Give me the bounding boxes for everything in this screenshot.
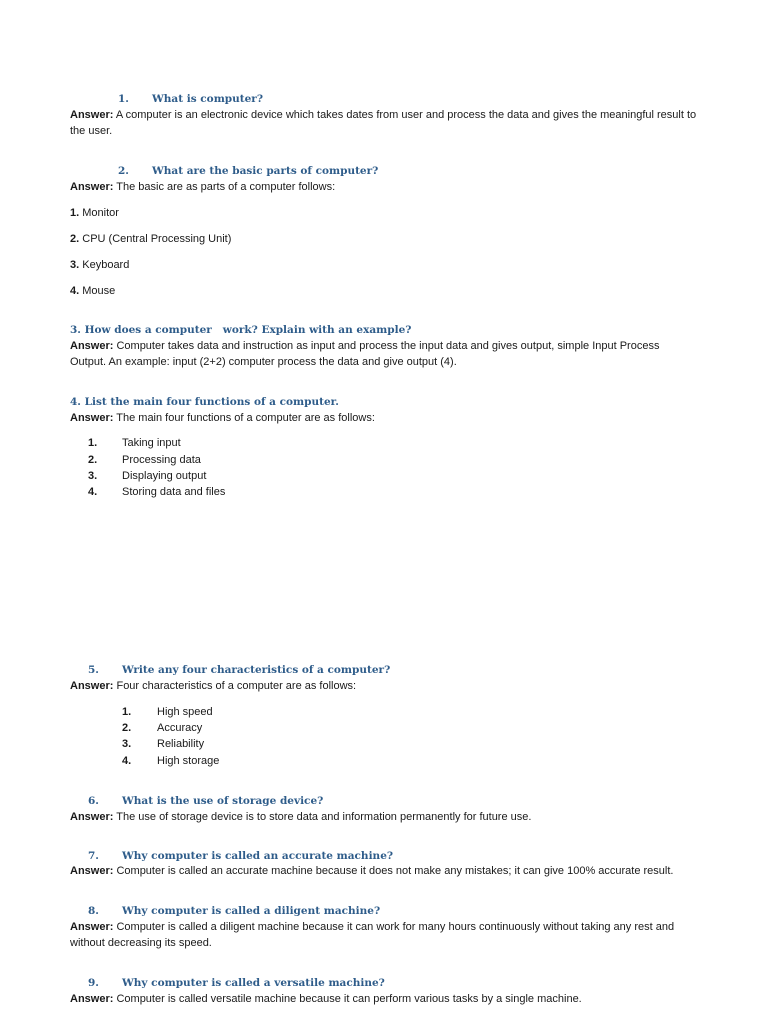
answer-5 <box>70 678 356 694</box>
list-item: 4. Storing data and files <box>88 486 226 498</box>
list-item: 1. Taking input <box>88 437 181 449</box>
question-number: 1. <box>118 93 129 105</box>
answer-label: Answer: <box>70 865 114 877</box>
question-4: 4. List the main four functions of a computer. <box>70 396 339 408</box>
list-item: 3. Reliability <box>122 738 205 750</box>
list-item: 3. Displaying output <box>88 470 207 482</box>
answer-label: Answer: <box>70 181 114 193</box>
question-number: 7. <box>88 850 99 862</box>
list-item: 3. Keyboard <box>70 259 130 271</box>
answer-label: Answer: <box>70 811 114 823</box>
answer-text: The main four functions of a computer are as follows: <box>116 412 375 424</box>
answer-label: Answer: <box>70 921 114 933</box>
answer-3 <box>70 338 698 370</box>
question-text: Why computer is called a versatile machine? <box>122 977 385 989</box>
question-number: 5. <box>88 664 99 676</box>
question-text: What are the basic parts of computer? <box>152 165 379 177</box>
question-9 <box>88 977 385 989</box>
answer-label: Answer: <box>70 412 114 424</box>
list-item: 4. Mouse <box>70 285 116 297</box>
answer-text: The basic are as parts of a computer follows: <box>116 181 336 193</box>
answer-label: Answer: <box>70 109 114 121</box>
answer-8 <box>70 919 698 951</box>
answer-text: Computer is called an accurate machine because it does not make any mistakes; it can give 100% accurate result. <box>116 865 674 877</box>
answer-label: Answer: <box>70 680 114 692</box>
answer-1 <box>70 107 698 139</box>
answer-label: Answer: <box>70 340 114 352</box>
question-text: Why computer is called an accurate machine? <box>122 850 394 862</box>
answer-9 <box>70 991 582 1007</box>
list-item: 1. Monitor <box>70 207 119 219</box>
answer-2 <box>70 179 335 195</box>
question-2 <box>118 165 379 177</box>
question-number: 2. <box>118 165 129 177</box>
question-8 <box>88 905 381 917</box>
answer-text: Computer takes data and instruction as input and process the input data and gives output, simple Input Process Output. An example: input (2+2) computer process the data and give output (4). <box>70 340 660 368</box>
question-text: What is computer? <box>152 93 263 105</box>
question-1 <box>118 93 263 105</box>
list-item: 4. High storage <box>122 755 220 767</box>
list-item: 2. Accuracy <box>122 722 203 734</box>
list-item: 1. High speed <box>122 706 213 718</box>
question-3: 3. How does a computer work? Explain with an example? <box>70 324 412 336</box>
list-item: 2. CPU (Central Processing Unit) <box>70 233 232 245</box>
answer-text: The use of storage device is to store data and information permanently for future use. <box>116 811 532 823</box>
question-text: Why computer is called a diligent machine? <box>122 905 381 917</box>
answer-text: Computer is called versatile machine because it can perform various tasks by a single machine. <box>116 993 582 1005</box>
question-5 <box>88 664 391 676</box>
answer-label: Answer: <box>70 993 114 1005</box>
answer-text: Four characteristics of a computer are as follows: <box>116 680 357 692</box>
question-6 <box>88 795 324 807</box>
answer-7 <box>70 863 673 879</box>
answer-6 <box>70 809 531 825</box>
question-text: What is the use of storage device? <box>122 795 324 807</box>
answer-text: A computer is an electronic device which takes dates from user and process the data and gives the meaningful result to the user. <box>70 109 697 137</box>
question-number: 6. <box>88 795 99 807</box>
answer-text: Computer is called a diligent machine because it can work for many hours continuously without taking any rest and without decreasing its speed. <box>70 921 675 949</box>
answer-4 <box>70 410 375 426</box>
question-7 <box>88 850 394 862</box>
question-text: Write any four characteristics of a computer? <box>122 664 391 676</box>
question-number: 8. <box>88 905 99 917</box>
question-number: 9. <box>88 977 99 989</box>
list-item: 2. Processing data <box>88 454 201 466</box>
